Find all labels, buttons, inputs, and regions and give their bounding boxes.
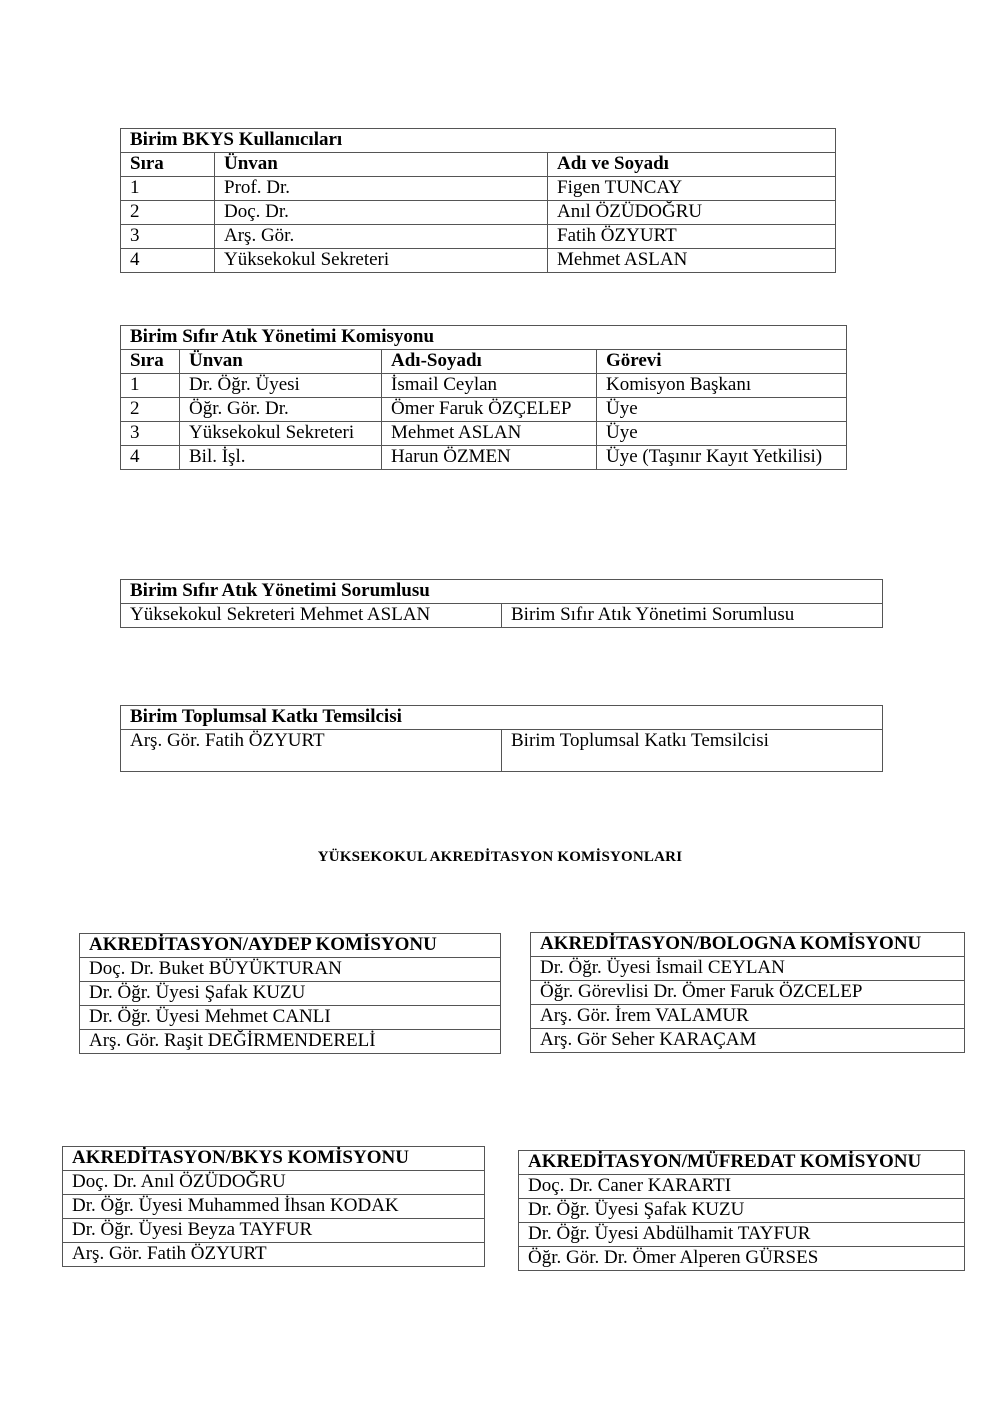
cell: Öğr. Gör. Dr.	[180, 398, 382, 422]
mufredat-commission-table	[518, 1150, 965, 1271]
table-row	[531, 957, 965, 981]
social-contribution-title: Birim Toplumsal Katkı Temsilcisi	[121, 706, 883, 730]
role-cell: Birim Sıfır Atık Yönetimi Sorumlusu	[502, 604, 883, 628]
member-cell: Öğr. Gör. Dr. Ömer Alperen GÜRSES	[519, 1247, 965, 1271]
cell: 2	[121, 398, 180, 422]
cell: Anıl ÖZÜDOĞRU	[548, 201, 836, 225]
column-header: Görevi	[597, 350, 847, 374]
cell: Dr. Öğr. Üyesi	[180, 374, 382, 398]
table-title-row	[121, 706, 883, 730]
table-title-row	[121, 580, 883, 604]
cell: Komisyon Başkanı	[597, 374, 847, 398]
cell: Yüksekokul Sekreteri	[180, 422, 382, 446]
column-header: Ünvan	[180, 350, 382, 374]
table-row	[80, 958, 501, 982]
bkys-users-table	[120, 128, 836, 273]
aydep-title: AKREDİTASYON/AYDEP KOMİSYONU	[80, 934, 501, 958]
table-row	[519, 1247, 965, 1271]
table-row	[531, 981, 965, 1005]
member-cell: Arş. Gör Seher KARAÇAM	[531, 1029, 965, 1053]
cell: 1	[121, 177, 215, 201]
table-row	[80, 982, 501, 1006]
member-cell: Doç. Dr. Caner KARARTI	[519, 1175, 965, 1199]
table-row	[121, 446, 847, 470]
member-cell: Öğr. Görevlisi Dr. Ömer Faruk ÖZCELEP	[531, 981, 965, 1005]
table-row	[121, 398, 847, 422]
member-cell: Dr. Öğr. Üyesi Abdülhamit TAYFUR	[519, 1223, 965, 1247]
cell: Üye	[597, 422, 847, 446]
person-cell: Arş. Gör. Fatih ÖZYURT	[121, 730, 502, 772]
cell: İsmail Ceylan	[382, 374, 597, 398]
zero-waste-commission-title: Birim Sıfır Atık Yönetimi Komisyonu	[121, 326, 847, 350]
person-cell: Yüksekokul Sekreteri Mehmet ASLAN	[121, 604, 502, 628]
table-row	[519, 1175, 965, 1199]
cell: 4	[121, 249, 215, 273]
cell: Yüksekokul Sekreteri	[215, 249, 548, 273]
table-row	[121, 249, 836, 273]
column-header: Adı-Soyadı	[382, 350, 597, 374]
table-row	[63, 1219, 485, 1243]
role-cell: Birim Toplumsal Katkı Temsilcisi	[502, 730, 883, 772]
table-row	[121, 730, 883, 772]
table-row	[80, 1030, 501, 1054]
table-row	[63, 1195, 485, 1219]
member-cell: Doç. Dr. Buket BÜYÜKTURAN	[80, 958, 501, 982]
member-cell: Dr. Öğr. Üyesi Muhammed İhsan KODAK	[63, 1195, 485, 1219]
cell: Fatih ÖZYURT	[548, 225, 836, 249]
cell: Üye (Taşınır Kayıt Yetkilisi)	[597, 446, 847, 470]
table-row	[121, 374, 847, 398]
cell: Üye	[597, 398, 847, 422]
member-cell: Dr. Öğr. Üyesi Şafak KUZU	[519, 1199, 965, 1223]
bkys-commission-title: AKREDİTASYON/BKYS KOMİSYONU	[63, 1147, 485, 1171]
member-cell: Dr. Öğr. Üyesi Mehmet CANLI	[80, 1006, 501, 1030]
cell: Figen TUNCAY	[548, 177, 836, 201]
member-cell: Dr. Öğr. Üyesi Şafak KUZU	[80, 982, 501, 1006]
bologna-title: AKREDİTASYON/BOLOGNA KOMİSYONU	[531, 933, 965, 957]
table-row	[121, 177, 836, 201]
zero-waste-commission-table	[120, 325, 847, 470]
table-title-row	[121, 326, 847, 350]
table-title-row	[63, 1147, 485, 1171]
table-row	[531, 1029, 965, 1053]
cell: 3	[121, 422, 180, 446]
column-header: Ünvan	[215, 153, 548, 177]
member-cell: Arş. Gör. Fatih ÖZYURT	[63, 1243, 485, 1267]
cell: Arş. Gör.	[215, 225, 548, 249]
social-contribution-table	[120, 705, 883, 772]
cell: Mehmet ASLAN	[548, 249, 836, 273]
mufredat-title: AKREDİTASYON/MÜFREDAT KOMİSYONU	[519, 1151, 965, 1175]
member-cell: Dr. Öğr. Üyesi İsmail CEYLAN	[531, 957, 965, 981]
table-title-row	[121, 129, 836, 153]
table-row	[121, 422, 847, 446]
table-row	[121, 604, 883, 628]
table-row	[519, 1199, 965, 1223]
bkys-users-title: Birim BKYS Kullanıcıları	[121, 129, 836, 153]
table-row	[121, 225, 836, 249]
table-title-row	[80, 934, 501, 958]
cell: Bil. İşl.	[180, 446, 382, 470]
cell: Ömer Faruk ÖZÇELEP	[382, 398, 597, 422]
aydep-commission-table	[79, 933, 501, 1054]
table-row	[519, 1223, 965, 1247]
table-row	[531, 1005, 965, 1029]
table-title-row	[519, 1151, 965, 1175]
header-row	[121, 350, 847, 374]
accreditation-heading: YÜKSEKOKUL AKREDİTASYON KOMİSYONLARI	[317, 849, 683, 865]
bologna-commission-table	[530, 932, 965, 1053]
table-row	[121, 201, 836, 225]
cell: Mehmet ASLAN	[382, 422, 597, 446]
cell: Doç. Dr.	[215, 201, 548, 225]
member-cell: Arş. Gör. İrem VALAMUR	[531, 1005, 965, 1029]
cell: Harun ÖZMEN	[382, 446, 597, 470]
table-row	[63, 1171, 485, 1195]
table-row	[80, 1006, 501, 1030]
column-header: Sıra	[121, 350, 180, 374]
member-cell: Dr. Öğr. Üyesi Beyza TAYFUR	[63, 1219, 485, 1243]
table-row	[63, 1243, 485, 1267]
table-title-row	[531, 933, 965, 957]
zero-waste-officer-table	[120, 579, 883, 628]
member-cell: Doç. Dr. Anıl ÖZÜDOĞRU	[63, 1171, 485, 1195]
column-header: Adı ve Soyadı	[548, 153, 836, 177]
cell: 4	[121, 446, 180, 470]
cell: Prof. Dr.	[215, 177, 548, 201]
member-cell: Arş. Gör. Raşit DEĞİRMENDERELİ	[80, 1030, 501, 1054]
cell: 2	[121, 201, 215, 225]
header-row	[121, 153, 836, 177]
zero-waste-officer-title: Birim Sıfır Atık Yönetimi Sorumlusu	[121, 580, 883, 604]
column-header: Sıra	[121, 153, 215, 177]
cell: 3	[121, 225, 215, 249]
bkys-commission-table	[62, 1146, 485, 1267]
cell: 1	[121, 374, 180, 398]
